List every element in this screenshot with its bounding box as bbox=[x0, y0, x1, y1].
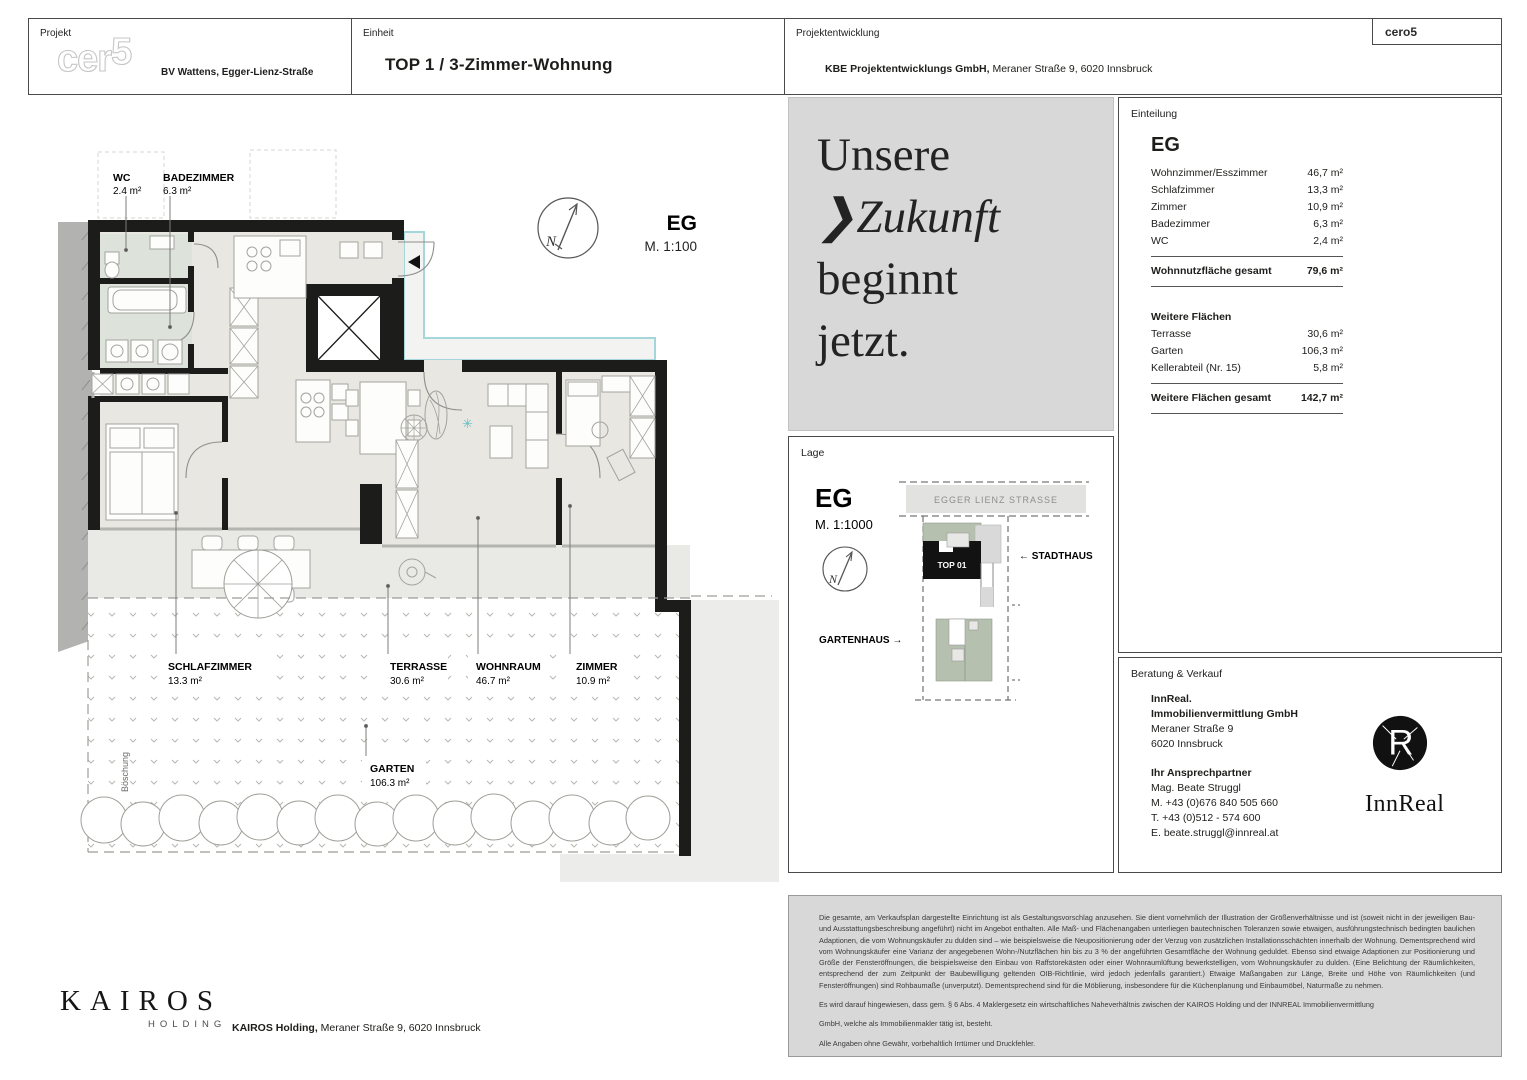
developer-company: KBE Projektentwicklungs GmbH, bbox=[825, 63, 990, 75]
area-row: Terrasse 30,6 m² bbox=[1151, 328, 1343, 340]
svg-text:ZIMMER: ZIMMER bbox=[576, 661, 618, 673]
disclaimer-box bbox=[788, 895, 1502, 1057]
svg-text:M. 1:1000: M. 1:1000 bbox=[815, 517, 873, 532]
tagline-line2: ❯Zukunft bbox=[817, 191, 1000, 243]
svg-text:EG: EG bbox=[815, 483, 853, 513]
contact-name: Mag. Beate Struggl bbox=[1151, 782, 1241, 794]
areas-panel bbox=[1118, 97, 1502, 653]
svg-text:N: N bbox=[546, 234, 557, 250]
svg-text:SCHLAFZIMMER: SCHLAFZIMMER bbox=[168, 661, 252, 673]
svg-text:13.3 m²: 13.3 m² bbox=[168, 676, 202, 687]
developer-label: Projektentwicklung bbox=[796, 28, 880, 39]
plan-title bbox=[644, 212, 697, 254]
site-compass-icon bbox=[823, 547, 867, 591]
compass-icon bbox=[538, 198, 598, 258]
other-areas-total: Weitere Flächen gesamt 142,7 m² bbox=[1151, 392, 1343, 404]
site-plan bbox=[789, 437, 1113, 872]
broker-city: 6020 Innsbruck bbox=[1151, 738, 1223, 750]
areas-floor-title: EG bbox=[1151, 134, 1180, 156]
svg-text:BADEZIMMER: BADEZIMMER bbox=[163, 172, 235, 184]
area-row: Garten 106,3 m² bbox=[1151, 345, 1343, 357]
svg-text:10.9 m²: 10.9 m² bbox=[576, 676, 610, 687]
contact-phone: T. +43 (0)512 - 574 600 bbox=[1151, 812, 1261, 824]
kairos-subline: HOLDING bbox=[148, 1019, 227, 1030]
svg-text:106.3 m²: 106.3 m² bbox=[370, 778, 410, 789]
disclaimer-paragraph: Die gesamte, am Verkaufsplan dargestellte Einrichtung ist als Gestaltungsvorschlag anzusehen. Sie dient vornehmlich der Illustration der Größenverhältnisse und ist (soweit nicht in der jeweiligen Bau- und Ausstattungsbeschreibung angeführt) nicht im Angebot enthalten. Alle Maß- und Flächenangaben unterliegen bautechnischen Toleranzen sowie etwaigen, ausführungstechnisch bedingten baulichen Adaptionen, die vom Wohnungskäufer zu dulden sind – wie beispielsweise die Neupositionierung oder der Verzug von zusätzlichen Installationsschächten innerhalb der Wohnung. Dementsprechend wird vom Wohnungskäufer eine Varianz der angegebenen Wohn-/Nutzflächen hin bis zu 3 % der angeführten Gesamtfläche der Wohnung geduldet. Ebenso sind etwaige Adaptionen zur Positionierung und Größe der Fensteröffnungen, die beispielsweise den Einbau von Raffstorekästen oder einer Wohnraumlüftung bewerkstelligen, vom Wohnungskäufer zu dulden. (Eine Belichtung der Räumlichkeiten, entsprechend der zum Zeitpunkt der Baubewilligung geltenden OIB-Richtlinie, wird jedoch jedenfalls garantiert.) Etwaige Maßangaben zur Länge, Breite und Höhe von Räumlichkeiten (und Fensteröffnungen) sind Rohbaumaße (unverputzt). Dementsprechend sind für die Möblierung, insbesondere für die Küchenplanung und Einbaumöbel, Naturmaße zu nehmen. bbox=[819, 913, 1475, 990]
innreal-mark-icon bbox=[1371, 714, 1429, 772]
sprinkler-icon: ✳ bbox=[462, 416, 473, 431]
divider bbox=[1151, 413, 1343, 414]
footer-address: KAIROS Holding, Meraner Straße 9, 6020 Innsbruck bbox=[232, 1022, 481, 1034]
cer5-logo-five: 5 bbox=[111, 31, 132, 73]
contact-panel-label: Beratung & Verkauf bbox=[1131, 668, 1223, 680]
disclaimer-paragraph: GmbH, welche als Immobilienmakler tätig ist, besteht. bbox=[819, 1019, 993, 1029]
svg-text:46.7 m²: 46.7 m² bbox=[476, 676, 510, 687]
tagline-line3: beginnt bbox=[817, 253, 958, 305]
area-row: Zimmer 10,9 m² bbox=[1151, 201, 1343, 213]
areas-panel-label: Einteilung bbox=[1131, 108, 1178, 120]
unit-title: TOP 1 / 3-Zimmer-Wohnung bbox=[385, 55, 613, 74]
contact-mobile: M. +43 (0)676 840 505 660 bbox=[1151, 797, 1278, 809]
disclaimer-paragraph: Es wird darauf hingewiesen, dass gem. § 6 Abs. 4 Maklergesetz ein wirtschaftliches Naheverhältnis zwischen der KAIROS Holding und der INNREAL Immobilienvermittlung bbox=[819, 1000, 1374, 1010]
project-name: BV Wattens, Egger-Lienz-Straße bbox=[161, 67, 314, 78]
area-row: Kellerabteil (Nr. 15) 5,8 m² bbox=[1151, 362, 1343, 374]
innreal-logo bbox=[1365, 714, 1445, 818]
innreal-wordmark: InnReal bbox=[1365, 791, 1445, 817]
floor-plan bbox=[28, 95, 785, 995]
developer-address: Meraner Straße 9, 6020 Innsbruck bbox=[989, 63, 1153, 75]
svg-text:M. 1:100: M. 1:100 bbox=[644, 239, 697, 254]
broker-street: Meraner Straße 9 bbox=[1151, 723, 1234, 735]
area-row: Schlafzimmer 13,3 m² bbox=[1151, 184, 1343, 196]
terrace-tree bbox=[224, 550, 292, 618]
tagline-line4: jetzt. bbox=[817, 315, 910, 367]
svg-text:WC: WC bbox=[113, 172, 131, 184]
brand-badge-box bbox=[1372, 18, 1502, 45]
stadthaus-building bbox=[923, 523, 1001, 607]
developer-line bbox=[825, 63, 1152, 75]
exterior-strip bbox=[404, 232, 655, 360]
svg-text:R: R bbox=[1388, 723, 1414, 763]
gartenhaus-label: GARTENHAUS → bbox=[819, 635, 903, 646]
svg-text:EG: EG bbox=[666, 212, 697, 235]
site-panel-label: Lage bbox=[801, 447, 825, 459]
slope-band bbox=[58, 222, 92, 652]
contact-email: E. beate.struggl@innreal.at bbox=[1151, 827, 1279, 839]
elevator bbox=[306, 284, 392, 372]
area-row: Wohnzimmer/Esszimmer 46,7 m² bbox=[1151, 167, 1343, 179]
header-unit-box bbox=[352, 18, 785, 95]
other-areas-heading: Weitere Flächen bbox=[1151, 311, 1232, 323]
site-panel bbox=[788, 436, 1114, 873]
area-row: WC 2,4 m² bbox=[1151, 235, 1343, 247]
tagline-line1: Unsere bbox=[817, 129, 951, 181]
svg-text:N: N bbox=[829, 572, 838, 586]
svg-text:2.4 m²: 2.4 m² bbox=[113, 186, 142, 197]
disclaimer-paragraph: Alle Angaben ohne Gewähr, vorbehaltlich Irrtümer und Druckfehler. bbox=[819, 1038, 1036, 1048]
svg-text:TOP 01: TOP 01 bbox=[937, 560, 967, 570]
header-project-box bbox=[28, 18, 352, 95]
broker-name: InnReal. bbox=[1151, 693, 1192, 705]
cer5-logo-text: cer bbox=[57, 38, 112, 80]
contact-panel bbox=[1118, 657, 1502, 873]
gartenhaus-building bbox=[936, 619, 992, 681]
divider bbox=[1151, 383, 1343, 384]
kairos-wordmark: KAIROS bbox=[60, 985, 222, 1017]
slope-label: Böschung bbox=[120, 751, 130, 792]
unit-label: Einheit bbox=[363, 28, 394, 39]
svg-text:cer5 bbox=[57, 31, 132, 80]
svg-text:30.6 m²: 30.6 m² bbox=[390, 676, 424, 687]
divider bbox=[1151, 286, 1343, 287]
brand-badge: cero5 bbox=[1385, 25, 1418, 39]
contact-heading: Ihr Ansprechpartner bbox=[1151, 767, 1252, 779]
divider bbox=[1151, 256, 1343, 257]
stadthaus-label: ← STADTHAUS bbox=[1019, 551, 1093, 562]
tagline-panel bbox=[788, 97, 1114, 431]
area-row: Badezimmer 6,3 m² bbox=[1151, 218, 1343, 230]
svg-text:WOHNRAUM: WOHNRAUM bbox=[476, 661, 541, 673]
svg-text:6.3 m²: 6.3 m² bbox=[163, 186, 192, 197]
broker-company: Immobilienvermittlung GmbH bbox=[1151, 708, 1299, 720]
svg-text:EGGER LIENZ STRASSE: EGGER LIENZ STRASSE bbox=[933, 495, 1059, 505]
living-area-total: Wohnnutzfläche gesamt 79,6 m² bbox=[1151, 265, 1343, 277]
svg-text:TERRASSE: TERRASSE bbox=[390, 661, 448, 673]
svg-text:GARTEN: GARTEN bbox=[370, 763, 415, 775]
project-label: Projekt bbox=[40, 28, 72, 39]
context-outlines bbox=[98, 150, 336, 218]
kairos-logo bbox=[60, 985, 226, 1030]
